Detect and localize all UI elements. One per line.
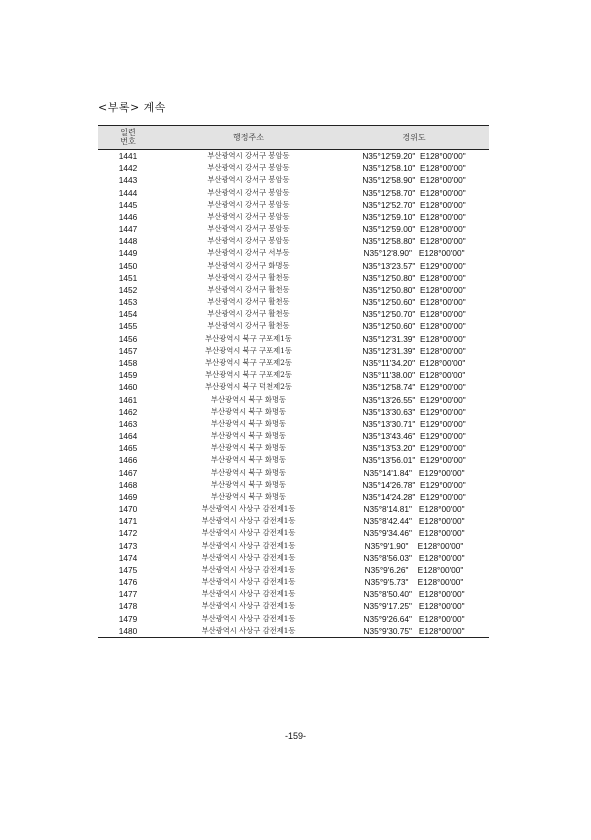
table-row — [98, 625, 489, 638]
address-cell: 부산광역시 강서구 활천동 — [207, 284, 290, 294]
serial-number-cell: 1443 — [118, 175, 138, 186]
table-row — [98, 527, 489, 539]
coordinate-cell: N35°12'31.39" E128°00'00" — [362, 345, 466, 356]
address-cell: 부산광역시 북구 덕천제2동 — [205, 382, 292, 392]
serial-number-cell: 1472 — [118, 528, 138, 539]
table-row — [98, 296, 489, 308]
serial-number-cell: 1476 — [118, 577, 138, 588]
table-row — [98, 430, 489, 442]
table-header — [98, 126, 489, 150]
table-row — [98, 479, 489, 491]
table-row — [98, 345, 489, 357]
address-cell: 부산광역시 사상구 감전제1동 — [201, 504, 296, 514]
coordinate-cell: N35°12'59.10" E128°00'00" — [362, 211, 466, 222]
coordinate-cell: N35°12'50.80" E128°00'00" — [362, 272, 466, 283]
address-cell: 부산광역시 사상구 감전제1동 — [201, 625, 296, 635]
coordinate-cell: N35°13'30.63" E129°00'00" — [362, 406, 466, 417]
table-row — [98, 150, 489, 163]
serial-number-cell: 1450 — [118, 260, 138, 271]
coordinate-cell: N35°13'53.20" E129°00'00" — [362, 443, 466, 454]
coordinate-table — [98, 125, 489, 638]
address-cell: 부산광역시 사상구 감전제1동 — [201, 516, 296, 526]
serial-number-cell: 1445 — [118, 199, 138, 210]
coordinate-cell: N35°8'14.81" E128°00'00" — [363, 504, 465, 515]
coordinate-cell: N35°8'56.03" E128°00'00" — [363, 552, 465, 563]
table-row — [98, 247, 489, 259]
serial-number-cell: 1479 — [118, 613, 138, 624]
serial-number-cell: 1478 — [118, 601, 138, 612]
header-coordinates: 경위도 — [339, 126, 489, 150]
coordinate-cell: N35°14'26.78" E129°00'00" — [362, 479, 466, 490]
table-row — [98, 540, 489, 552]
address-cell: 부산광역시 북구 화명동 — [210, 431, 287, 441]
serial-number-cell: 1469 — [118, 491, 138, 502]
coordinate-cell: N35°13'56.01" E129°00'00" — [362, 455, 466, 466]
serial-number-cell: 1442 — [118, 163, 138, 174]
table-row — [98, 333, 489, 345]
coordinate-cell: N35°14'1.84" E129°00'00" — [363, 467, 465, 478]
serial-number-cell: 1465 — [118, 443, 138, 454]
table-row — [98, 187, 489, 199]
table-row — [98, 174, 489, 186]
serial-number-cell: 1444 — [118, 187, 138, 198]
table-row — [98, 199, 489, 211]
coordinate-cell: N35°12'58.80" E128°00'00" — [362, 236, 466, 247]
table-row — [98, 235, 489, 247]
coordinate-cell: N35°9'34.46" E128°00'00" — [363, 528, 465, 539]
table-row — [98, 613, 489, 625]
table-body — [98, 150, 489, 638]
table-row — [98, 576, 489, 588]
coordinate-cell: N35°9'5.73" E128°00'00" — [364, 577, 464, 588]
header-address: 행정주소 — [158, 126, 339, 150]
table-row — [98, 564, 489, 576]
address-cell: 부산광역시 북구 화명동 — [210, 406, 287, 416]
serial-number-cell: 1466 — [118, 455, 138, 466]
table-row — [98, 162, 489, 174]
serial-number-cell: 1451 — [118, 272, 138, 283]
address-cell: 부산광역시 사상구 감전제1동 — [201, 564, 296, 574]
address-cell: 부산광역시 강서구 활천동 — [207, 309, 290, 319]
coordinate-cell: N35°12'50.60" E128°00'00" — [362, 321, 466, 332]
serial-number-cell: 1455 — [118, 321, 138, 332]
coordinate-cell: N35°13'30.71" E129°00'00" — [362, 418, 466, 429]
address-cell: 부산광역시 강서구 활천동 — [207, 321, 290, 331]
coordinate-cell: N35°11'34.20" E128°00'00" — [362, 358, 466, 368]
serial-number-cell: 1474 — [118, 552, 138, 563]
coordinate-cell: N35°12'58.70" E128°00'00" — [362, 187, 466, 198]
table-row — [98, 491, 489, 503]
serial-number-cell: 1462 — [118, 406, 138, 417]
table-row — [98, 272, 489, 284]
coordinate-cell: N35°13'26.55" E129°00'00" — [362, 394, 466, 405]
table-row — [98, 503, 489, 515]
address-cell: 부산광역시 북구 구포제1동 — [205, 333, 292, 343]
coordinate-cell: N35°13'43.46" E129°00'00" — [362, 431, 466, 442]
coordinate-cell: N35°8'42.44" E128°00'00" — [363, 516, 465, 527]
table-row — [98, 393, 489, 405]
address-cell: 부산광역시 강서구 봉암동 — [207, 187, 290, 197]
coordinate-cell: N35°12'59.00" E128°00'00" — [362, 224, 466, 235]
serial-number-cell: 1470 — [118, 504, 138, 515]
table-row — [98, 211, 489, 223]
address-cell: 부산광역시 강서구 활천동 — [207, 272, 290, 282]
coordinate-cell: N35°12'50.80" E128°00'00" — [362, 284, 466, 295]
serial-number-cell: 1446 — [118, 211, 138, 222]
address-cell: 부산광역시 북구 화명동 — [210, 491, 287, 501]
serial-number-cell: 1463 — [118, 418, 138, 429]
address-cell: 부산광역시 북구 구포제2동 — [205, 370, 292, 380]
table-row — [98, 454, 489, 466]
coordinate-cell: N35°12'58.10" E128°00'00" — [362, 163, 466, 174]
address-cell: 부산광역시 북구 화명동 — [210, 443, 287, 453]
coordinate-cell: N35°9'17.25" E128°00'00" — [363, 601, 465, 612]
address-cell: 부산광역시 사상구 감전제1동 — [201, 613, 296, 623]
address-cell: 부산광역시 북구 구포제1동 — [205, 345, 292, 355]
address-cell: 부산광역시 북구 화명동 — [210, 418, 287, 428]
serial-number-cell: 1453 — [118, 297, 138, 308]
address-cell: 부산광역시 사상구 감전제1동 — [201, 552, 296, 562]
serial-number-cell: 1447 — [118, 224, 138, 235]
serial-number-cell: 1448 — [118, 236, 138, 247]
table-row — [98, 369, 489, 381]
address-cell: 부산광역시 북구 구포제2동 — [205, 358, 292, 367]
table-row — [98, 223, 489, 235]
coordinate-cell: N35°14'24.28" E129°00'00" — [362, 491, 466, 502]
table-row — [98, 418, 489, 430]
address-cell: 부산광역시 강서구 봉암동 — [207, 175, 290, 185]
serial-number-cell: 1475 — [118, 564, 138, 575]
serial-number-cell: 1459 — [118, 370, 138, 381]
coordinate-cell: N35°13'23.57" E129°00'00" — [362, 260, 466, 271]
address-cell: 부산광역시 강서구 봉암동 — [207, 224, 290, 234]
serial-number-cell: 1458 — [118, 358, 138, 368]
table-row — [98, 466, 489, 478]
table-row — [98, 552, 489, 564]
coordinate-cell: N35°12'52.70" E128°00'00" — [362, 199, 466, 210]
table-row — [98, 406, 489, 418]
table-row — [98, 515, 489, 527]
serial-number-cell: 1449 — [118, 248, 138, 259]
coordinate-cell: N35°12'50.70" E128°00'00" — [362, 309, 466, 320]
table-row — [98, 442, 489, 454]
address-cell: 부산광역시 강서구 활천동 — [207, 297, 290, 307]
address-cell: 부산광역시 사상구 감전제1동 — [201, 540, 296, 550]
serial-number-cell: 1477 — [118, 589, 138, 600]
address-cell: 부산광역시 강서구 봉암동 — [207, 163, 290, 173]
serial-number-cell: 1480 — [118, 625, 138, 636]
table-row — [98, 260, 489, 272]
address-cell: 부산광역시 강서구 봉암동 — [207, 211, 290, 221]
coordinate-cell: N35°12'8.90" E128°00'00" — [363, 248, 465, 259]
table-row — [98, 308, 489, 320]
address-cell: 부산광역시 강서구 서부동 — [207, 248, 290, 258]
serial-number-cell: 1464 — [118, 431, 138, 442]
coordinate-cell: N35°9'1.90" E128°00'00" — [364, 540, 464, 551]
address-cell: 부산광역시 북구 화명동 — [210, 479, 287, 489]
address-cell: 부산광역시 북구 화명동 — [210, 455, 287, 465]
coordinate-cell: N35°12'31.39" E128°00'00" — [362, 333, 466, 344]
address-cell: 부산광역시 북구 화명동 — [210, 394, 287, 404]
serial-number-cell: 1473 — [118, 540, 138, 551]
address-cell: 부산광역시 사상구 감전제1동 — [201, 577, 296, 587]
address-cell: 부산광역시 북구 화명동 — [210, 467, 287, 477]
address-cell: 부산광역시 강서구 봉암동 — [207, 151, 290, 161]
coordinate-cell: N35°12'59.20" E128°00'00" — [362, 151, 466, 162]
serial-number-cell: 1471 — [118, 516, 138, 527]
serial-number-cell: 1454 — [118, 309, 138, 320]
table-row — [98, 381, 489, 393]
serial-number-cell: 1461 — [118, 394, 138, 405]
coordinate-cell: N35°11'38.00" E128°00'00" — [362, 370, 466, 381]
serial-number-cell: 1460 — [118, 382, 138, 393]
address-cell: 부산광역시 강서구 봉암동 — [207, 199, 290, 209]
page-number: -159- — [284, 731, 306, 741]
address-cell: 부산광역시 강서구 봉암동 — [207, 236, 290, 246]
address-cell: 부산광역시 사상구 감전제1동 — [201, 528, 296, 538]
serial-number-cell: 1457 — [118, 345, 138, 356]
address-cell: 부산광역시 사상구 감전제1동 — [201, 589, 296, 599]
page-heading: <부록> 계속 — [98, 101, 166, 114]
table-row — [98, 284, 489, 296]
coordinate-cell: N35°9'26.64" E128°00'00" — [363, 613, 465, 624]
header-serial-number: 일련 번호 — [98, 126, 158, 150]
address-cell: 부산광역시 사상구 감전제1동 — [201, 601, 296, 611]
serial-number-cell: 1452 — [118, 284, 138, 295]
coordinate-cell: N35°12'50.60" E128°00'00" — [362, 297, 466, 308]
serial-number-cell: 1468 — [118, 479, 138, 490]
table-row — [98, 357, 489, 369]
coordinate-cell: N35°8'50.40" E128°00'00" — [363, 589, 465, 600]
table-row — [98, 600, 489, 612]
serial-number-cell: 1456 — [118, 333, 138, 344]
address-cell: 부산광역시 강서구 화명동 — [207, 260, 290, 270]
table-row — [98, 320, 489, 332]
coordinate-cell: N35°9'30.75" E128°00'00" — [363, 625, 465, 636]
coordinate-cell: N35°12'58.90" E128°00'00" — [362, 175, 466, 186]
serial-number-cell: 1441 — [118, 151, 138, 162]
coordinate-cell: N35°9'6.26" E128°00'00" — [364, 564, 464, 575]
serial-number-cell: 1467 — [118, 467, 138, 478]
table-row — [98, 588, 489, 600]
coordinate-cell: N35°12'58.74" E129°00'00" — [362, 382, 466, 393]
